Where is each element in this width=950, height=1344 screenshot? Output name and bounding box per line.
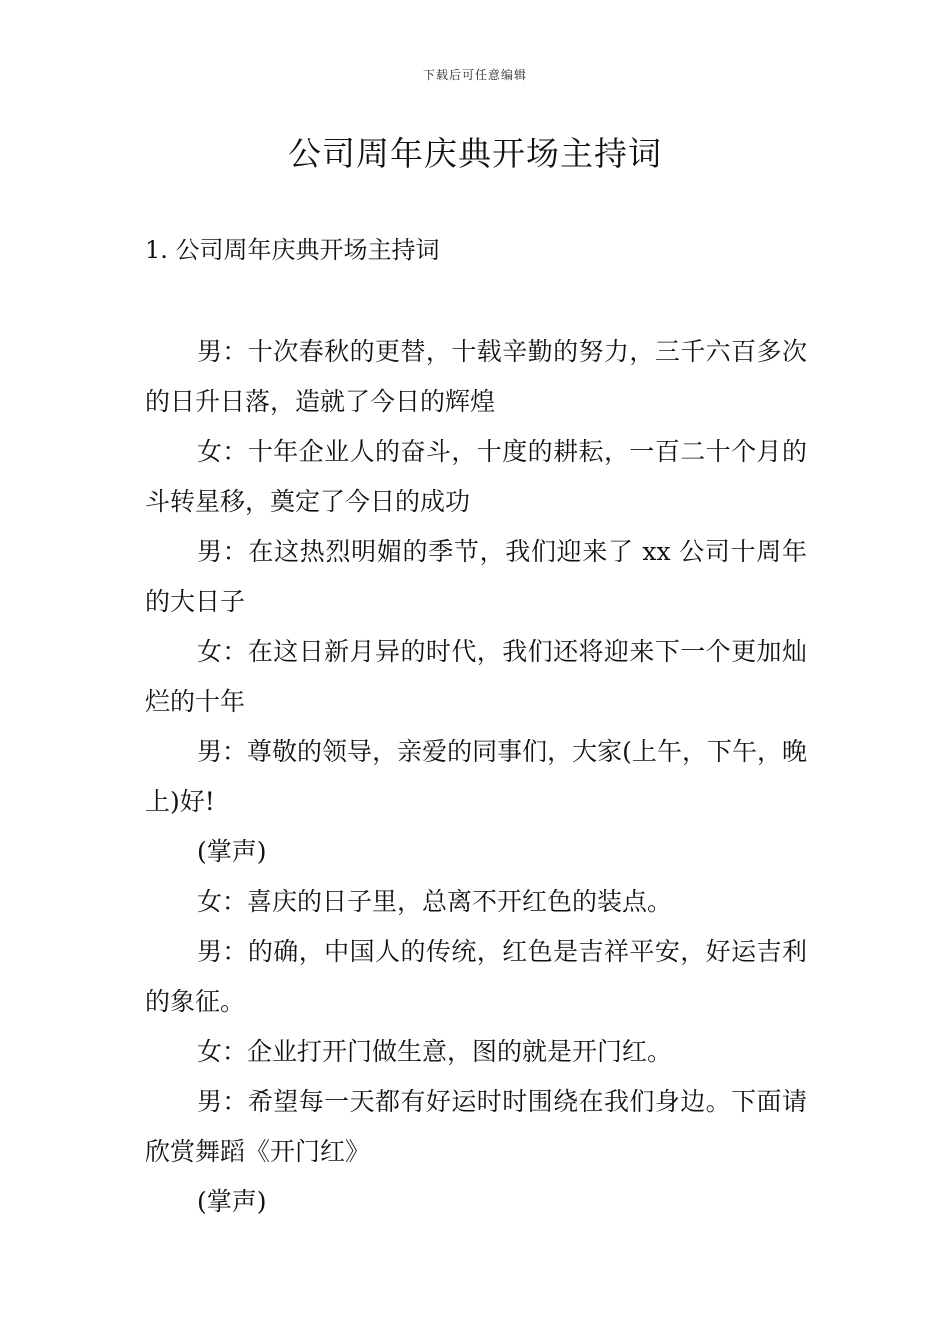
paragraph: (掌声): [197, 1187, 267, 1216]
document-title: 公司周年庆典开场主持词: [288, 134, 662, 173]
paragraph: 女：喜庆的日子里，总离不开红色的装点。: [197, 887, 673, 916]
paragraph: (掌声): [197, 837, 267, 866]
paragraph: 男：尊敬的领导，亲爱的同事们，大家(上午，下午，晚上)好!: [145, 737, 807, 816]
paragraph: 女：在这日新月异的时代，我们还将迎来下一个更加灿烂的十年: [145, 637, 807, 716]
body-text: [145, 327, 807, 1227]
header-note: 下载后可任意编辑: [422, 68, 527, 82]
section-heading: 1. 公司周年庆典开场主持词: [145, 236, 440, 264]
paragraph: 男：十次春秋的更替，十载辛勤的努力，三千六百多次的日升日落，造就了今日的辉煌: [145, 337, 807, 416]
paragraph: 男：希望每一天都有好运时时围绕在我们身边。下面请欣赏舞蹈《开门红》: [145, 1087, 807, 1166]
paragraph: 男：在这热烈明媚的季节，我们迎来了 xx 公司十周年的大日子: [145, 537, 807, 616]
paragraph: 男：的确，中国人的传统，红色是吉祥平安，好运吉利的象征。: [145, 937, 807, 1016]
paragraph: 女：企业打开门做生意，图的就是开门红。: [197, 1037, 673, 1066]
paragraph: 女：十年企业人的奋斗，十度的耕耘，一百二十个月的斗转星移，奠定了今日的成功: [145, 437, 807, 516]
